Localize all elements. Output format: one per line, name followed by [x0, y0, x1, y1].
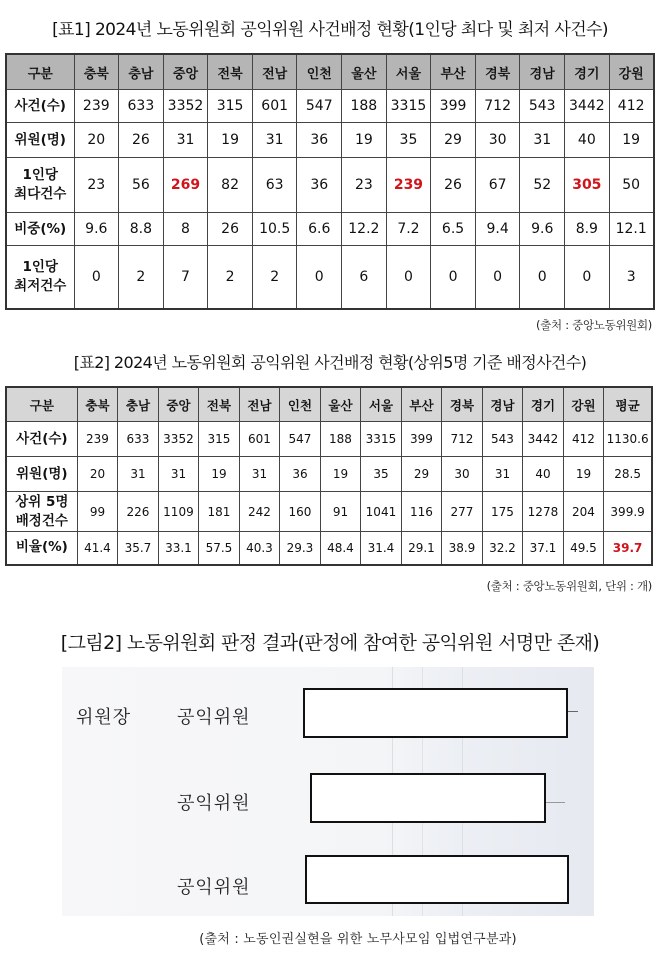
- table-cell: 0: [386, 246, 431, 309]
- table-cell: 26: [208, 213, 253, 246]
- header-cell: 전북: [208, 54, 253, 90]
- header-cell: 충북: [77, 387, 118, 422]
- table-cell: 181: [199, 492, 240, 532]
- redacted-signature-box: [310, 773, 546, 823]
- table-cell: 35: [386, 123, 431, 158]
- table-cell: 38.9: [442, 532, 483, 565]
- header-cell: 중앙: [163, 54, 208, 90]
- header-cell: 인천: [297, 54, 342, 90]
- header-cell: 강원: [609, 54, 654, 90]
- table-cell: 8: [163, 213, 208, 246]
- header-cell: 경북: [442, 387, 483, 422]
- header-cell: 경북: [475, 54, 520, 90]
- table-cell: 412: [563, 422, 604, 457]
- table-cell: 31: [163, 123, 208, 158]
- table-cell: 67: [475, 158, 520, 213]
- redacted-signature-box: [303, 688, 568, 738]
- table-cell: 9.6: [74, 213, 119, 246]
- table-cell: 3442: [565, 90, 610, 123]
- table-cell: 48.4: [320, 532, 361, 565]
- table-cell: 0: [520, 246, 565, 309]
- table-cell: 543: [482, 422, 523, 457]
- table-cell: 31: [239, 457, 280, 492]
- table-cell: 188: [320, 422, 361, 457]
- table-cell-highlighted: 305: [565, 158, 610, 213]
- table-cell: 1278: [523, 492, 564, 532]
- header-cell: 중앙: [158, 387, 199, 422]
- table-cell: 0: [565, 246, 610, 309]
- header-cell: 경남: [482, 387, 523, 422]
- table-cell: 99: [77, 492, 118, 532]
- table-row: [6, 457, 652, 492]
- header-cell: 전남: [252, 54, 297, 90]
- table-cell: 9.6: [520, 213, 565, 246]
- table-cell: 1041: [361, 492, 402, 532]
- table-cell: 82: [208, 158, 253, 213]
- table-cell-highlighted: 39.7: [604, 532, 652, 565]
- table-row: [6, 422, 652, 457]
- table-cell: 56: [119, 158, 164, 213]
- table-cell: 633: [118, 422, 159, 457]
- table-cell: 6.6: [297, 213, 342, 246]
- table-cell: 19: [320, 457, 361, 492]
- figure2-title: [그림2] 노동위원회 판정 결과(판정에 참여한 공익위원 서명만 존재): [60, 632, 600, 654]
- table-cell: 3315: [386, 90, 431, 123]
- table-cell: 315: [208, 90, 253, 123]
- table-cell: 315: [199, 422, 240, 457]
- table-cell: 543: [520, 90, 565, 123]
- header-cell: 인천: [280, 387, 321, 422]
- table-cell: 28.5: [604, 457, 652, 492]
- row-header-line: 최저건수: [14, 277, 67, 294]
- header-cell: 전남: [239, 387, 280, 422]
- table-cell: 32.2: [482, 532, 523, 565]
- figure2-source: (출처 : 노동인권실현을 위한 노무사모임 입법연구분과): [199, 932, 517, 947]
- table-cell: 20: [74, 123, 119, 158]
- table-cell: 547: [297, 90, 342, 123]
- table-cell: 601: [252, 90, 297, 123]
- row-header: [6, 158, 74, 213]
- table-row: [6, 90, 654, 123]
- table-cell: 399: [431, 90, 476, 123]
- table-cell: 226: [118, 492, 159, 532]
- table-cell: 712: [475, 90, 520, 123]
- row-header: 비율(%): [6, 532, 77, 565]
- row-header: 위원(명): [6, 457, 77, 492]
- chair-label: 위원장: [76, 707, 132, 728]
- table-cell: 19: [563, 457, 604, 492]
- table-cell: 35: [361, 457, 402, 492]
- table-cell: 23: [342, 158, 387, 213]
- header-cell: 평균: [604, 387, 652, 422]
- scan-artifact-line: [568, 711, 578, 712]
- table-cell: 3352: [158, 422, 199, 457]
- table-cell: 6.5: [431, 213, 476, 246]
- table-cell: 10.5: [252, 213, 297, 246]
- table-cell: 9.4: [475, 213, 520, 246]
- table-cell: 49.5: [563, 532, 604, 565]
- table-cell: 26: [119, 123, 164, 158]
- table-cell: 31.4: [361, 532, 402, 565]
- table1: [5, 53, 655, 310]
- table-cell: 31: [158, 457, 199, 492]
- table-cell: 239: [77, 422, 118, 457]
- table-cell: 31: [520, 123, 565, 158]
- table-cell: 2: [119, 246, 164, 309]
- member-label: 공익위원: [177, 877, 251, 898]
- table1-title: [표1] 2024년 노동위원회 공익위원 사건배정 현황(1인당 최다 및 최저 사건수): [52, 20, 608, 40]
- table-cell: 29: [401, 457, 442, 492]
- scan-artifact-line: [545, 802, 565, 803]
- table-cell: 52: [520, 158, 565, 213]
- header-cell: 충북: [74, 54, 119, 90]
- table-cell: 0: [297, 246, 342, 309]
- table-cell: 1130.6: [604, 422, 652, 457]
- table2-title: [표2] 2024년 노동위원회 공익위원 사건배정 현황(상위5명 기준 배정사건수): [73, 353, 587, 372]
- table-cell: 40: [523, 457, 564, 492]
- row-header: [6, 492, 77, 532]
- table-cell: 20: [77, 457, 118, 492]
- table-cell: 242: [239, 492, 280, 532]
- table-cell: 19: [199, 457, 240, 492]
- table-cell: 0: [475, 246, 520, 309]
- row-header: 사건(수): [6, 90, 74, 123]
- table-cell: 7.2: [386, 213, 431, 246]
- table-cell: 188: [342, 90, 387, 123]
- row-header-line: 최다건수: [14, 186, 67, 202]
- table-cell: 31: [118, 457, 159, 492]
- header-cell: 서울: [361, 387, 402, 422]
- row-header-line: 1인당: [22, 258, 58, 275]
- row-header: 위원(명): [6, 123, 74, 158]
- header-cell: 부산: [431, 54, 476, 90]
- table-cell: 40.3: [239, 532, 280, 565]
- table-row: [6, 158, 654, 213]
- table-cell: 26: [431, 158, 476, 213]
- table-cell: 12.2: [342, 213, 387, 246]
- table-cell: 91: [320, 492, 361, 532]
- table-cell: 3315: [361, 422, 402, 457]
- table-cell: 547: [280, 422, 321, 457]
- table-cell: 29.1: [401, 532, 442, 565]
- table2-header-row: [6, 387, 652, 422]
- table-cell: 116: [401, 492, 442, 532]
- header-cell: 서울: [386, 54, 431, 90]
- table2-source: (출처 : 중앙노동위원회, 단위 : 개): [486, 579, 652, 593]
- header-cell: 울산: [342, 54, 387, 90]
- row-header: 비중(%): [6, 213, 74, 246]
- table-cell: 37.1: [523, 532, 564, 565]
- header-cell: 경기: [565, 54, 610, 90]
- table-cell: 3: [609, 246, 654, 309]
- row-header: [6, 246, 74, 309]
- header-cell: 충남: [118, 387, 159, 422]
- table-cell: 1109: [158, 492, 199, 532]
- table-cell: 277: [442, 492, 483, 532]
- table-cell: 33.1: [158, 532, 199, 565]
- table-cell: 41.4: [77, 532, 118, 565]
- table-cell: 35.7: [118, 532, 159, 565]
- header-cell: 경기: [523, 387, 564, 422]
- table-cell: 2: [252, 246, 297, 309]
- table2: [5, 386, 653, 566]
- table-cell: 8.8: [119, 213, 164, 246]
- table-cell: 36: [297, 123, 342, 158]
- table-cell: 633: [119, 90, 164, 123]
- table-cell: 175: [482, 492, 523, 532]
- header-cell: 부산: [401, 387, 442, 422]
- row-header-line: 배정건수: [15, 512, 68, 529]
- table-cell: 30: [442, 457, 483, 492]
- table-cell: 712: [442, 422, 483, 457]
- table-cell: 204: [563, 492, 604, 532]
- redacted-signature-box: [305, 855, 569, 904]
- table-cell: 3352: [163, 90, 208, 123]
- table-cell: 2: [208, 246, 253, 309]
- table-cell: 399.9: [604, 492, 652, 532]
- table-cell: 36: [297, 158, 342, 213]
- table-cell: 3442: [523, 422, 564, 457]
- table-cell-highlighted: 269: [163, 158, 208, 213]
- header-cell: 울산: [320, 387, 361, 422]
- member-label: 공익위원: [177, 793, 251, 814]
- table-cell: 31: [252, 123, 297, 158]
- table-cell: 23: [74, 158, 119, 213]
- table-cell: 0: [74, 246, 119, 309]
- table-cell: 63: [252, 158, 297, 213]
- table-cell: 57.5: [199, 532, 240, 565]
- header-cell: 전북: [199, 387, 240, 422]
- table-row: [6, 246, 654, 309]
- header-cell: 구분: [6, 54, 74, 90]
- table-cell: 412: [609, 90, 654, 123]
- table1-header-row: [6, 54, 654, 90]
- header-cell: 경남: [520, 54, 565, 90]
- figure2-scan-image: [62, 667, 594, 916]
- table-cell: 19: [609, 123, 654, 158]
- table-cell: 6: [342, 246, 387, 309]
- table-cell-highlighted: 239: [386, 158, 431, 213]
- table-cell: 36: [280, 457, 321, 492]
- table-cell: 8.9: [565, 213, 610, 246]
- header-cell: 충남: [119, 54, 164, 90]
- table-cell: 399: [401, 422, 442, 457]
- table-cell: 29: [431, 123, 476, 158]
- table-cell: 50: [609, 158, 654, 213]
- table-cell: 40: [565, 123, 610, 158]
- row-header-line: 상위 5명: [15, 493, 69, 510]
- table-cell: 12.1: [609, 213, 654, 246]
- table-row: [6, 213, 654, 246]
- table-cell: 7: [163, 246, 208, 309]
- row-header-line: 1인당: [22, 167, 58, 183]
- table-cell: 19: [342, 123, 387, 158]
- table-cell: 29.3: [280, 532, 321, 565]
- row-header: 사건(수): [6, 422, 77, 457]
- header-cell: 강원: [563, 387, 604, 422]
- header-cell: 구분: [6, 387, 77, 422]
- table-cell: 0: [431, 246, 476, 309]
- table-row: [6, 123, 654, 158]
- table-cell: 30: [475, 123, 520, 158]
- table1-source: (출처 : 중앙노동위원회): [536, 318, 652, 332]
- table-cell: 19: [208, 123, 253, 158]
- table-cell: 160: [280, 492, 321, 532]
- table-cell: 601: [239, 422, 280, 457]
- table-row: [6, 492, 652, 532]
- table-row: [6, 532, 652, 565]
- member-label: 공익위원: [177, 707, 251, 728]
- table-cell: 31: [482, 457, 523, 492]
- table-cell: 239: [74, 90, 119, 123]
